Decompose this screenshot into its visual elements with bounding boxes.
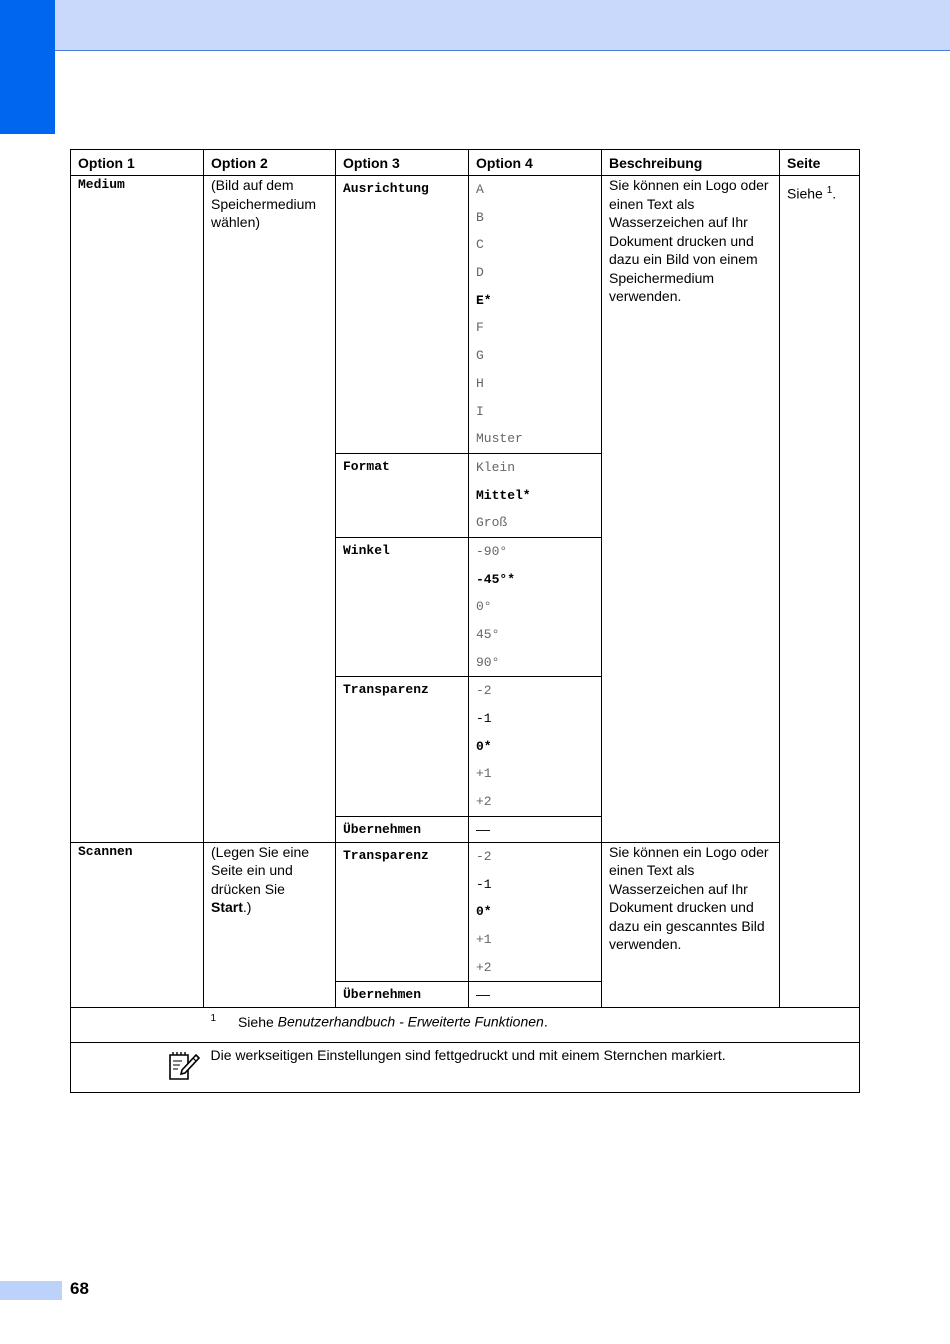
header-option-1: Option 1 xyxy=(71,150,204,176)
scannen-uebernehmen-value: — xyxy=(469,982,602,1008)
list-item: -2 xyxy=(476,683,492,699)
list-item-default: 0* xyxy=(476,904,492,920)
uebernehmen-value: — xyxy=(469,816,602,842)
list-item: C xyxy=(476,237,484,253)
format-label: Format xyxy=(336,453,469,537)
note-row xyxy=(71,1043,860,1093)
list-item: D xyxy=(476,265,484,281)
list-item: F xyxy=(476,320,484,336)
seite-end: . xyxy=(832,185,837,202)
header-band xyxy=(0,0,950,51)
scannen-start-bold: Start xyxy=(211,899,243,916)
list-item: Klein xyxy=(476,459,516,475)
list-item: -90° xyxy=(476,543,508,559)
list-item-default: 0* xyxy=(476,738,492,754)
transparenz-label: Transparenz xyxy=(336,677,469,816)
note-icon-cell xyxy=(71,1043,204,1093)
scannen-transparenz-label: Transparenz xyxy=(336,842,469,981)
page-number-bar xyxy=(0,1281,62,1300)
list-item: Muster xyxy=(476,431,523,447)
medium-option1: Medium xyxy=(71,176,204,843)
scannen-uebernehmen-label: Übernehmen xyxy=(336,982,469,1008)
footnote-cell xyxy=(204,1008,860,1043)
list-item: 0° xyxy=(476,599,492,615)
ausrichtung-label: Ausrichtung xyxy=(336,176,469,454)
options-table xyxy=(70,149,860,1093)
table-header-row xyxy=(71,150,860,176)
list-item: Groß xyxy=(476,515,508,531)
list-item: G xyxy=(476,348,484,364)
winkel-label: Winkel xyxy=(336,537,469,676)
note-pencil-icon xyxy=(168,1049,196,1081)
footnote-text: Siehe xyxy=(237,1013,278,1030)
footnote-number: 1 xyxy=(210,1013,217,1025)
list-item: -2 xyxy=(476,848,492,864)
list-item-default: -45°* xyxy=(476,571,516,587)
table-row xyxy=(71,176,860,454)
footnote-row xyxy=(71,1008,860,1043)
list-item: 45° xyxy=(476,627,500,642)
page-number: 68 xyxy=(70,1279,89,1298)
list-item: H xyxy=(476,375,484,391)
footnote-italic: Benutzerhandbuch - Erweiterte Funktionen xyxy=(277,1013,544,1030)
scannen-option2-text: (Legen Sie eine Seite ein und drücken Sie xyxy=(211,843,310,897)
medium-option2: (Bild auf dem Speichermedium wählen) xyxy=(204,176,336,843)
format-values xyxy=(469,453,602,537)
list-item: -1 xyxy=(476,711,492,727)
table-row xyxy=(71,842,860,981)
header-option-3: Option 3 xyxy=(336,150,469,176)
footnote-end: . xyxy=(543,1013,548,1030)
list-item: -1 xyxy=(476,876,492,892)
list-item: A xyxy=(476,182,484,197)
footnote-spacer xyxy=(71,1008,204,1043)
scannen-beschreibung: Sie können ein Logo oder einen Text als Wasserzeichen auf Ihr Dokument drucken und dazu ein gescanntes Bild verwenden. xyxy=(602,842,780,1007)
header-option-4: Option 4 xyxy=(469,150,602,176)
seite-text: Siehe xyxy=(787,185,823,202)
list-item-default: Mittel* xyxy=(476,487,531,503)
list-item: +2 xyxy=(476,794,492,810)
winkel-values xyxy=(469,537,602,676)
header-beschreibung: Beschreibung xyxy=(602,150,780,176)
list-item-default: E* xyxy=(476,292,492,308)
list-item: +1 xyxy=(476,766,492,782)
transparenz-values xyxy=(469,677,602,816)
list-item: I xyxy=(476,403,484,419)
list-item: +1 xyxy=(476,931,492,947)
scannen-option1: Scannen xyxy=(71,842,204,1007)
list-item: +2 xyxy=(476,959,492,975)
scannen-option2 xyxy=(204,842,336,1007)
medium-beschreibung: Sie können ein Logo oder einen Text als Wasserzeichen auf Ihr Dokument drucken und dazu ein Bild von einem Speichermedium verwenden. xyxy=(602,176,780,843)
scannen-transparenz-values xyxy=(469,842,602,981)
header-seite: Seite xyxy=(780,150,860,176)
seite-cell xyxy=(780,176,860,1008)
header-option-2: Option 2 xyxy=(204,150,336,176)
uebernehmen-label: Übernehmen xyxy=(336,816,469,842)
chapter-tab xyxy=(0,0,55,134)
note-text: Die werkseitigen Einstellungen sind fettgedruckt und mit einem Sternchen markiert. xyxy=(204,1043,860,1093)
ausrichtung-values xyxy=(469,176,602,454)
list-item: B xyxy=(476,209,484,225)
list-item: 90° xyxy=(476,654,500,670)
scannen-option2-end: .) xyxy=(242,899,252,916)
seite-footnote-ref: 1 xyxy=(826,185,833,196)
